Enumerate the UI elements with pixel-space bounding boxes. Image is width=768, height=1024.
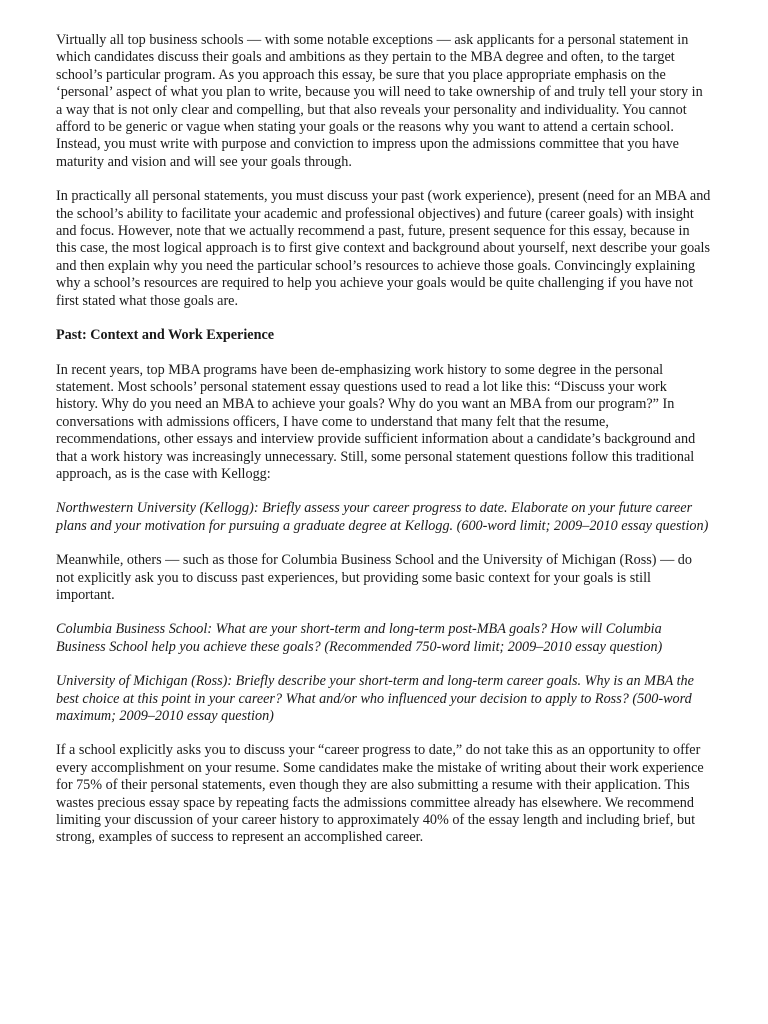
quote-ross: University of Michigan (Ross): Briefly describe your short-term and long-term career goals. Why is an MBA the best choice at this point in your career? What and/or who influenced your decision to apply to Ross? (500-word maximum; 2009–2010 essay question) [56,673,694,724]
paragraph-others: Meanwhile, others — such as those for Columbia Business School and the University of Michigan (Ross) — do not explicitly ask you to discuss past experiences, but providing some basic context for your goals is still important. [56,552,692,603]
paragraph-work-history: In recent years, top MBA programs have been de-emphasizing work history to some degree in the personal statement. Most schools’ personal statement essay questions used to read a lot like this: “Discuss your work history. Why do you need an MBA to achieve your goals? Why do you want an MBA from our program?” In conversations with admissions officers, I have come to understand that many felt that the resume, recommendations, other essays and interview provide sufficient information about a candidate’s background and that a work history was increasingly unnecessary. Still, some personal statement questions follow this traditional approach, as is the case with Kellogg: [56,361,696,482]
quote-kellogg: Northwestern University (Kellogg): Briefly assess your career progress to date. Elaborate on your future career plans and your motivation for pursuing a graduate degree at Kellogg. (600-word limit; 2009–2010 essay question) [56,500,709,534]
document-page [56,32,712,864]
quote-columbia: Columbia Business School: What are your short-term and long-term post-MBA goals? How will Columbia Business School help you achieve these goals? (Recommended 750-word limit; 2009–2010 essay question) [56,621,663,655]
paragraph-sequence: In practically all personal statements, you must discuss your past (work experience), present (need for an MBA and the school’s ability to facilitate your academic and professional objectives) and future (career goals) with insight and focus. However, note that we actually recommend a past, future, present sequence for this essay, because in this case, the most logical approach is to first give context and background about yourself, next describe your goals and then explain why you need the particular school’s resources to achieve those goals. Convincingly explaining why a school’s resources are required to help you achieve your goals would be quite challenging if you have not first stated what those goals are. [56,188,711,309]
section-heading-past: Past: Context and Work Experience [56,327,275,344]
paragraph-intro: Virtually all top business schools — with some notable exceptions — ask applicants for a personal statement in which candidates discuss their goals and ambitions as they pertain to the MBA degree and often, to the target school’s particular program. As you approach this essay, be sure that you place appropriate emphasis on the ‘personal’ aspect of what you plan to write, because you will need to take ownership of and truly tell your story in a way that is not only clear and compelling, but that also reveals your personality and individuality. You cannot afford to be generic or vague when stating your goals or the reasons why you want to attend a certain school. Instead, you must write with purpose and conviction to impress upon the admissions committee that you have maturity and vision and will see your goals through. [56,32,703,170]
paragraph-career-progress: If a school explicitly asks you to discuss your “career progress to date,” do not take this as an opportunity to offer every accomplishment on your resume. Some candidates make the mistake of writing about their work experience for 75% of their personal statements, even though they are also submitting a resume with their application. This wastes precious essay space by repeating facts the admissions committee already has elsewhere. We recommend limiting your discussion of your career history to approximately 40% of the essay length and including brief, but strong, examples of success to represent an accomplished career. [56,742,704,846]
